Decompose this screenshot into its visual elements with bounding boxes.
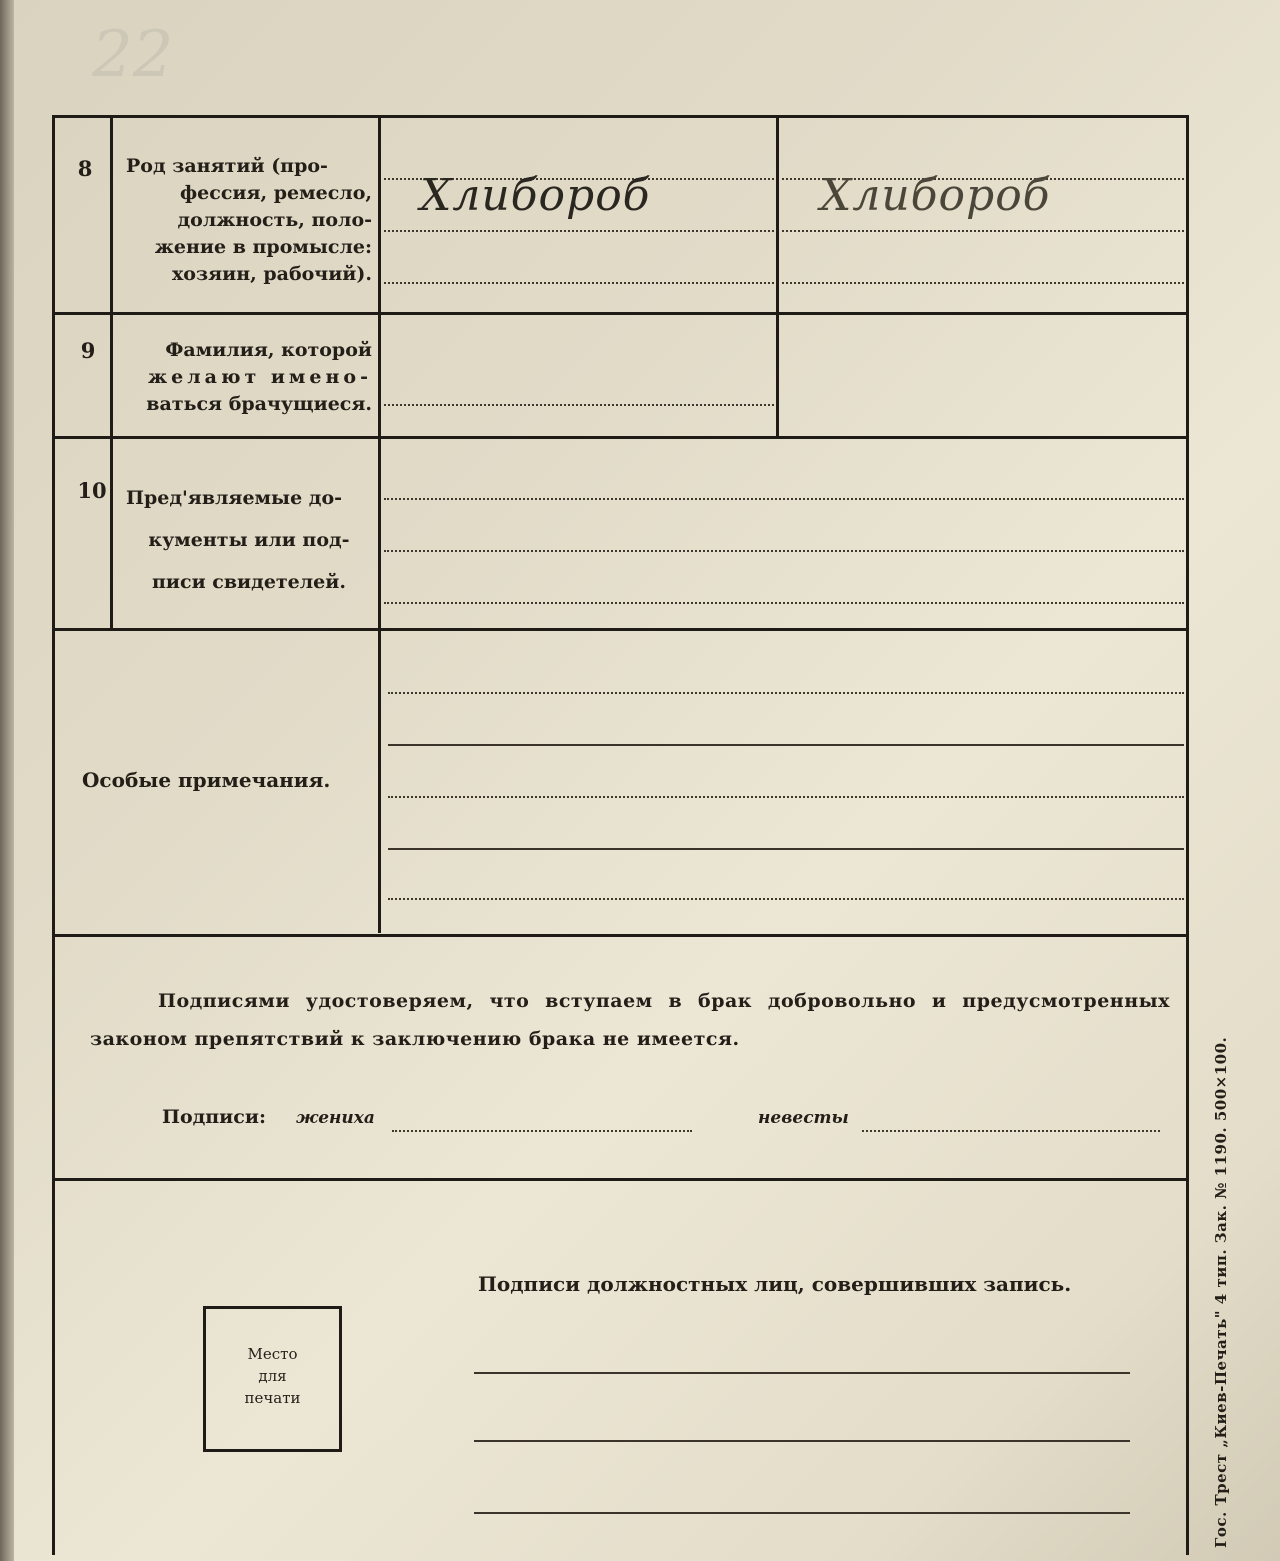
book-binding xyxy=(0,0,14,1561)
row-divider-notes-declaration xyxy=(52,934,1188,937)
number-column-divider xyxy=(110,118,113,630)
row-number: 9 xyxy=(80,338,96,363)
official-signature-line xyxy=(474,1440,1130,1442)
label-line: Род занятий (про- xyxy=(126,155,328,177)
label-column-divider xyxy=(378,118,381,933)
row-number: 8 xyxy=(77,156,93,181)
label-line: хозяин, рабочий). xyxy=(171,263,372,285)
dotted-line xyxy=(388,796,1184,798)
bride-signature-label: невесты xyxy=(758,1108,849,1128)
pencil-page-number: 22 xyxy=(92,18,174,92)
bride-occupation-handwriting: Хлибороб xyxy=(820,170,1051,221)
label-line: кументы или под- xyxy=(148,529,350,551)
stamp-line: для xyxy=(258,1367,287,1385)
groom-signature-label: жениха xyxy=(296,1108,375,1128)
dotted-line xyxy=(388,692,1184,694)
label-line: должность, поло- xyxy=(177,209,372,231)
row-number: 10 xyxy=(77,478,107,503)
dotted-line xyxy=(782,282,1184,284)
groom-occupation-handwriting: Хлибороб xyxy=(420,170,651,221)
solid-line xyxy=(388,848,1184,850)
dotted-line xyxy=(782,230,1184,232)
official-signature-line xyxy=(474,1372,1130,1374)
label-line: ваться брачущиеся. xyxy=(146,393,372,415)
label-line: писи свидетелей. xyxy=(152,571,346,593)
table-left-border xyxy=(52,115,55,1555)
groom-bride-divider xyxy=(776,118,779,436)
label-line: Пред'являемые до- xyxy=(126,487,343,509)
stamp-placeholder-box xyxy=(203,1306,342,1452)
field-label-documents xyxy=(126,477,372,603)
dotted-line xyxy=(384,230,774,232)
special-notes-label: Особые примечания. xyxy=(82,768,331,792)
declaration-paragraph: Подписями удостоверяем, что вступаем в брак добровольно и предусмотренных законом препятствий к заключению брака не имеется. xyxy=(90,990,1170,1050)
bride-signature-line xyxy=(862,1130,1160,1132)
row-divider-9-10 xyxy=(52,436,1188,439)
stamp-line: печати xyxy=(244,1389,301,1407)
row-divider-declaration-officials xyxy=(52,1178,1188,1181)
signatures-row xyxy=(162,1106,1162,1140)
dotted-line xyxy=(384,404,774,406)
dotted-line xyxy=(384,498,1184,500)
solid-line xyxy=(388,744,1184,746)
groom-signature-line xyxy=(392,1130,692,1132)
signatures-label: Подписи: xyxy=(162,1106,266,1128)
dotted-line xyxy=(384,282,774,284)
row-divider-8-9 xyxy=(52,312,1188,315)
table-right-border xyxy=(1186,115,1189,1555)
label-line: Фамилия, которой xyxy=(165,339,372,361)
dotted-line xyxy=(384,550,1184,552)
field-label-occupation xyxy=(126,153,372,288)
label-line: фессия, ремесло, xyxy=(180,182,372,204)
label-line: желают имено- xyxy=(147,366,372,388)
label-line: жение в промысле: xyxy=(154,236,372,258)
table-top-border xyxy=(52,115,1188,118)
printer-imprint: Гос. Трест „Киев-Печать" 4 тип. Зак. № 1190. 500×100. xyxy=(1212,1036,1230,1548)
field-label-surname xyxy=(126,337,372,418)
row-divider-10-notes xyxy=(52,628,1188,631)
declaration-text xyxy=(90,982,1170,1058)
official-signature-line xyxy=(474,1512,1130,1514)
officials-signatures-label: Подписи должностных лиц, совершивших запись. xyxy=(478,1272,1072,1296)
stamp-line: Место xyxy=(247,1345,298,1363)
dotted-line xyxy=(388,898,1184,900)
dotted-line xyxy=(384,602,1184,604)
